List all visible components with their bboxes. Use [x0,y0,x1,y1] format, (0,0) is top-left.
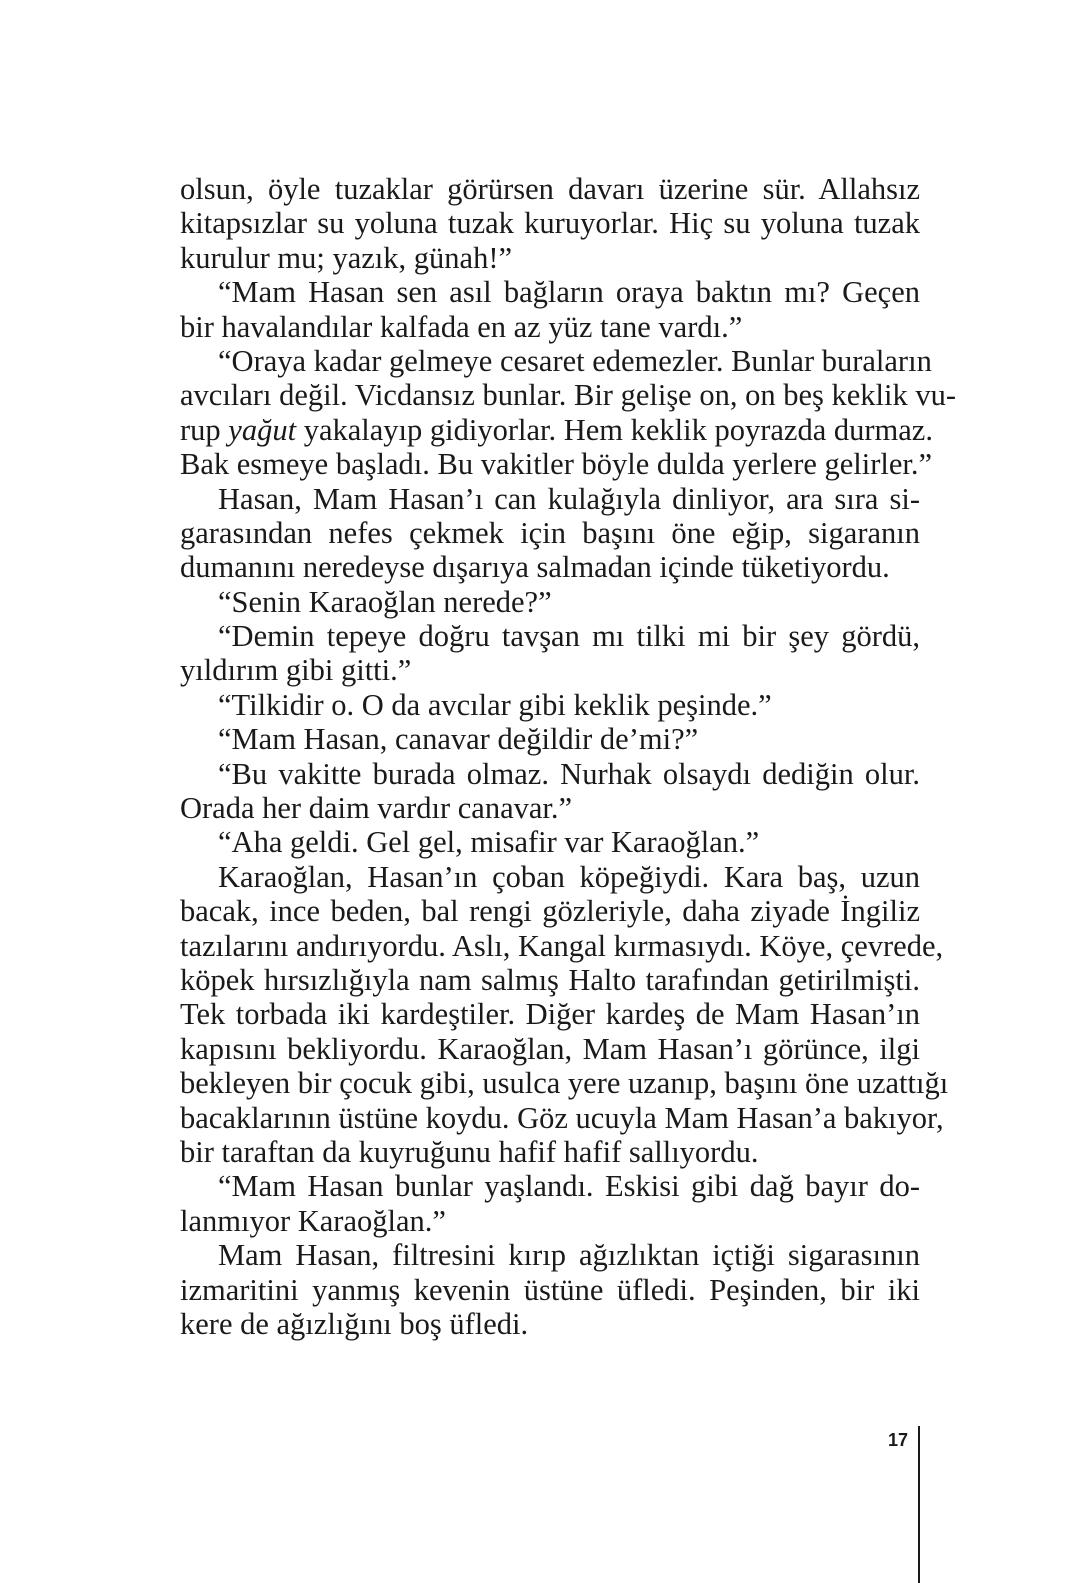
text-line: “Senin Karaoğlan nerede?” [218,584,552,619]
text-line: bacaklarının üstüne koydu. Göz ucuyla Mam Hasan’a bakıyor, [180,1100,944,1135]
text-line: “Oraya kadar gelmeye cesaret edemezler. Bunlar buraların [218,343,932,378]
text-line: bacak, ince beden, bal rengi gözleriyle, daha ziyade İngiliz [180,894,920,929]
page-number: 17 [887,1430,908,1450]
text-line: rup yağut yakalayıp gidiyorlar. Hem keklik poyrazda durmaz. [180,412,933,447]
text-line: lanmıyor Karaoğlan.” [180,1203,446,1238]
text-line: kitapsızlar su yoluna tuzak kuruyorlar. Hiç su yoluna tuzak [180,206,920,241]
text-line: izmaritini yanmış kevenin üstüne üfledi. Peşinden, bir iki [180,1272,920,1307]
text-line: “Mam Hasan sen asıl bağların oraya baktın mı? Geçen [218,275,920,310]
italic-word: yağut [228,412,297,447]
text-line: garasından nefes çekmek için başını öne eğip, sigaranın [180,515,920,550]
text-line: “Mam Hasan bunlar yaşlandı. Eskisi gibi dağ bayır do- [218,1169,920,1204]
text-line: Bak esmeye başladı. Bu vakitler böyle dulda yerlere gelirler.” [180,447,933,482]
text-line: “Demin tepeye doğru tavşan mı tilki mi bir şey gördü, [218,619,920,654]
text-line: köpek hırsızlığıyla nam salmış Halto tarafından getirilmişti. [180,962,920,997]
text-line: bir havalandılar kalfada en az yüz tane vardı.” [180,309,743,344]
text-line: tazılarını andırıyordu. Aslı, Kangal kırmasıydı. Köye, çevrede, [180,928,944,963]
text-line: dumanını neredeyse dışarıya salmadan içinde tüketiyordu. [180,550,890,585]
text-line: Hasan, Mam Hasan’ı can kulağıyla dinliyor, ara sıra si- [218,481,920,516]
text-line: kapısını bekliyordu. Karaoğlan, Mam Hasan’ı görünce, ilgi [180,1031,920,1066]
text-line: “Tilkidir o. O da avcılar gibi keklik peşinde.” [218,687,772,722]
text-line: Tek torbada iki kardeştiler. Diğer kardeş de Mam Hasan’ın [180,997,920,1032]
body-text [180,172,957,1341]
text-line: “Mam Hasan, canavar değildir de’mi?” [218,722,699,757]
text-line: avcıları değil. Vicdansız bunlar. Bir gelişe on, on beş keklik vu- [180,378,957,413]
text-line: “Bu vakitte burada olmaz. Nurhak olsaydı dediğin olur. [218,756,920,791]
text-line: kere de ağızlığını boş üfledi. [180,1306,529,1341]
text-line: yıldırım gibi gitti.” [180,653,412,688]
text-line: bir taraftan da kuyruğunu hafif hafif sallıyordu. [180,1134,759,1169]
text-line: Karaoğlan, Hasan’ın çoban köpeğiydi. Kara baş, uzun [218,859,920,894]
text-line: Orada her daim vardır canavar.” [180,791,573,826]
text-line: olsun, öyle tuzaklar görürsen davarı üzerine sür. Allahsız [180,172,920,206]
text-line: kurulur mu; yazık, günah!” [180,240,513,275]
text-line: Mam Hasan, filtresini kırıp ağızlıktan içtiği sigarasının [218,1238,920,1273]
text-line: “Aha geldi. Gel gel, misafir var Karaoğlan.” [218,825,760,860]
text-line: bekleyen bir çocuk gibi, usulca yere uzanıp, başını öne uzattığı [180,1066,949,1101]
margin-rule [918,1426,920,1583]
